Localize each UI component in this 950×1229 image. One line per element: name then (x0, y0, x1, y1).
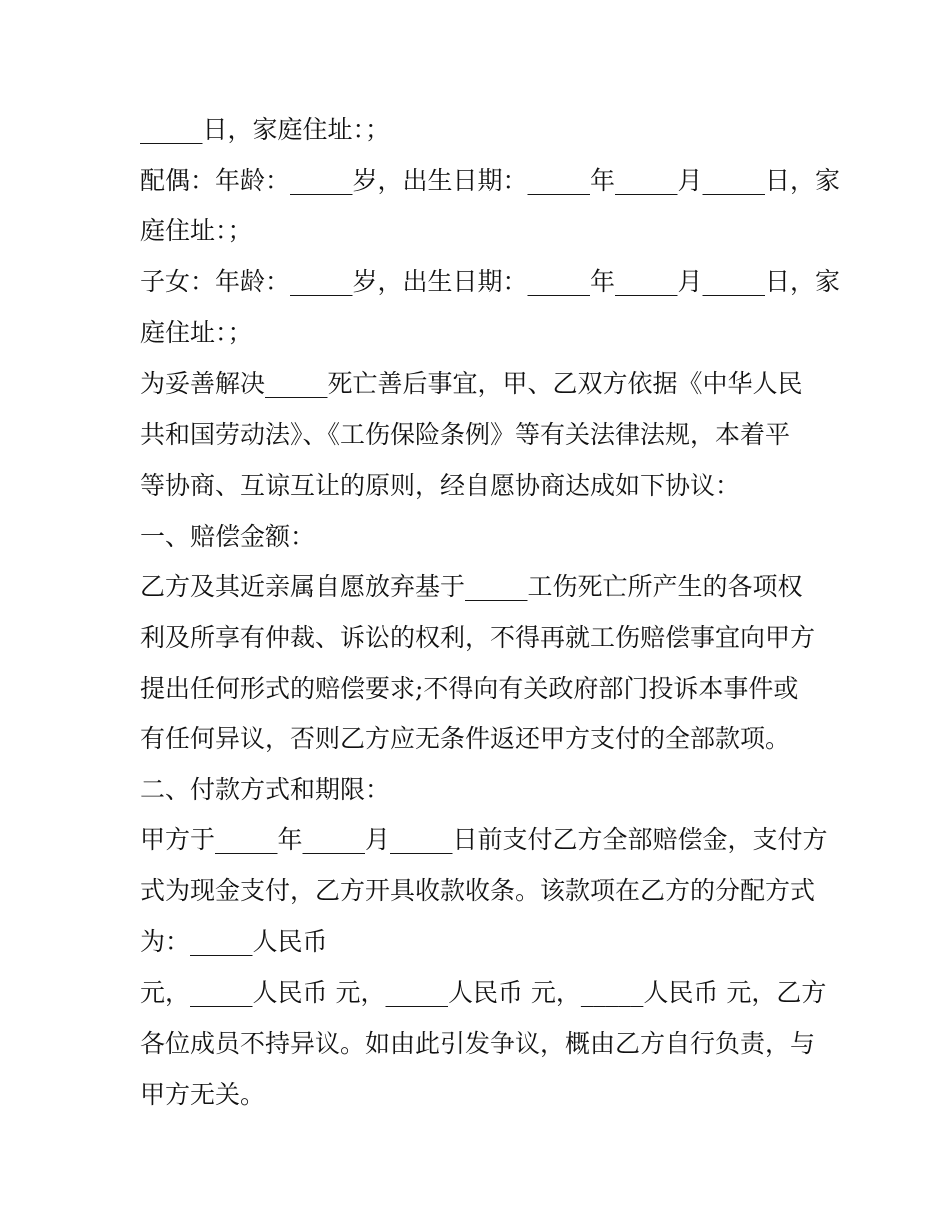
text-line-17: 为：_____人民币 (140, 927, 328, 956)
text-line-13: 有任何异议，否则乙方应无条件返还甲方支付的全部款项。 (140, 724, 791, 753)
text-line-5: 庭住址：； (140, 318, 253, 347)
text-line-4: 子女：年龄：_____岁，出生日期：_____年_____月_____日，家 (140, 267, 841, 296)
text-line-19: 各位成员不持异议。如由此引发争议，概由乙方自行负责，与 (140, 1029, 816, 1058)
text-line-10: 乙方及其近亲属自愿放弃基于_____工伤死亡所产生的各项权 (140, 572, 803, 601)
text-line-15: 甲方于_____年_____月_____日前支付乙方全部赔偿金，支付方 (140, 825, 828, 854)
text-line-20: 甲方无关。 (140, 1080, 266, 1109)
text-line-16: 式为现金支付，乙方开具收款收条。该款项在乙方的分配方式 (140, 876, 816, 905)
text-line-2: 配偶：年龄：_____岁，出生日期：_____年_____月_____日，家 (140, 166, 841, 195)
text-line-6: 为妥善解决_____死亡善后事宜，甲、乙双方依据《中华人民 (140, 369, 803, 398)
text-line-7: 共和国劳动法》、《工伤保险条例》等有关法律法规，本着平 (140, 420, 791, 449)
text-line-3: 庭住址：； (140, 216, 253, 245)
section-heading-payment: 二、付款方式和期限： (140, 775, 391, 804)
text-line-1: _____日，家庭住址：； (140, 115, 391, 144)
text-line-18: 元，_____人民币 元，_____人民币 元，_____人民币 元，乙方 (140, 978, 827, 1007)
text-line-12: 提出任何形式的赔偿要求;不得向有关政府部门投诉本事件或 (140, 674, 799, 703)
text-line-11: 利及所享有仲裁、诉讼的权利，不得再就工伤赔偿事宜向甲方 (140, 623, 816, 652)
section-heading-compensation: 一、赔偿金额： (140, 522, 316, 551)
text-line-8: 等协商、互谅互让的原则，经自愿协商达成如下协议： (140, 471, 741, 500)
